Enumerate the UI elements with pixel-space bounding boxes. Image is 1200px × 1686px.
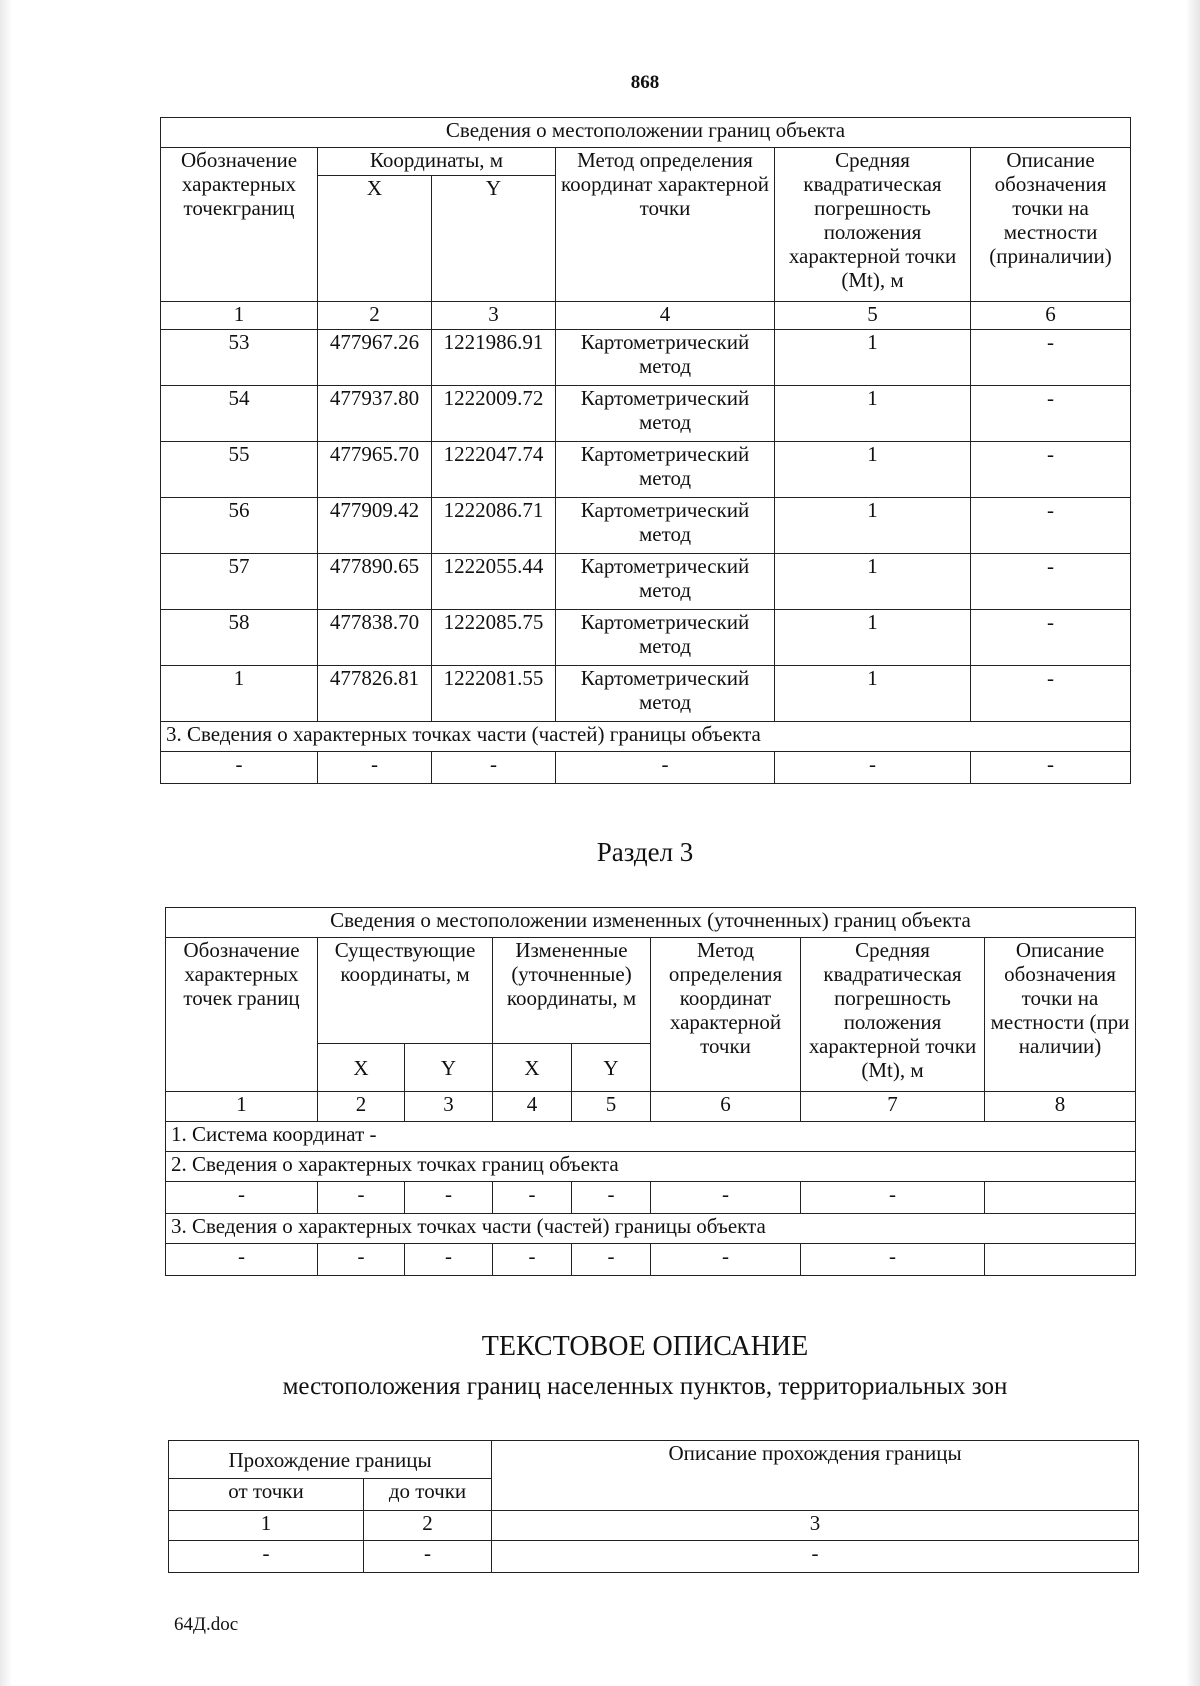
header-x: X [318,176,432,302]
error: 1 [775,442,971,498]
header-method: Метод определения координат характерной точки [556,148,775,302]
header-passage: Прохождение границы [169,1441,492,1479]
col-number: 3 [492,1511,1139,1541]
empty-cell: - [572,1244,651,1276]
header-description: Описание обозначения точки на местности (при наличии) [985,938,1136,1092]
empty-cell: - [493,1244,572,1276]
method: Картометрический метод [556,330,775,386]
table-row [161,752,1131,784]
coord-x: 477937.80 [318,386,432,442]
error: 1 [775,498,971,554]
table-row [161,386,1131,442]
header-error: Средняя квадратическая погрешность положения характерной точки (Mt), м [801,938,985,1092]
col-number: 6 [651,1092,801,1122]
header-changed-coords: Измененные (уточненные) координаты, м [493,938,651,1044]
empty-cell: - [318,752,432,784]
table-row [161,666,1131,722]
description: - [971,386,1131,442]
table-row [161,498,1131,554]
header-x: X [493,1044,572,1092]
header-y: Y [572,1044,651,1092]
method: Картометрический метод [556,666,775,722]
section2-label: 2. Сведения о характерных точках границ объекта [166,1152,1136,1182]
text-description-subtitle: местоположения границ населенных пунктов, территориальных зон [282,1373,1008,1400]
point-id: 57 [161,554,318,610]
method: Картометрический метод [556,442,775,498]
header-x: X [318,1044,405,1092]
header-existing-coords: Существующие координаты, м [318,938,493,1044]
coord-y: 1222085.75 [432,610,556,666]
method: Картометрический метод [556,386,775,442]
header-method: Метод определения координат характерной точки [651,938,801,1092]
method: Картометрический метод [556,554,775,610]
empty-cell: - [364,1541,492,1573]
col-number: 2 [318,1092,405,1122]
header-error: Средняя квадратическая погрешность положения характерной точки (Mt), м [775,148,971,302]
description: - [971,610,1131,666]
table-row [169,1541,1139,1573]
col-number: 3 [405,1092,493,1122]
coord-y: 1221986.91 [432,330,556,386]
empty-cell: - [432,752,556,784]
error: 1 [775,610,971,666]
coord-x: 477838.70 [318,610,432,666]
col-number: 5 [572,1092,651,1122]
col-number: 7 [801,1092,985,1122]
empty-cell: - [166,1182,318,1214]
col-number: 1 [169,1511,364,1541]
empty-cell: - [166,1244,318,1276]
coord-system-label: 1. Система координат - [166,1122,1136,1152]
header-y: Y [405,1044,493,1092]
coord-y: 1222009.72 [432,386,556,442]
description: - [971,330,1131,386]
table-row [161,442,1131,498]
col-number: 1 [166,1092,318,1122]
table-row [161,610,1131,666]
table-row [166,1182,1136,1214]
point-id: 53 [161,330,318,386]
table-caption: Сведения о местоположении измененных (уточненных) границ объекта [166,908,1136,938]
header-passage-description: Описание прохождения границы [492,1441,1139,1511]
header-description: Описание обозначения точки на местности (приналичии) [971,148,1131,302]
method: Картометрический метод [556,498,775,554]
point-id: 54 [161,386,318,442]
text-description-title: ТЕКСТОВОЕ ОПИСАНИЕ [481,1331,809,1362]
coord-y: 1222086.71 [432,498,556,554]
header-to-point: до точки [364,1479,492,1511]
coord-x: 477890.65 [318,554,432,610]
section3-label: 3. Сведения о характерных точках части (частей) границы объекта [161,722,1131,752]
coord-y: 1222055.44 [432,554,556,610]
table-row [166,1244,1136,1276]
empty-cell: - [651,1182,801,1214]
page-number: 868 [630,72,660,93]
empty-cell: - [161,752,318,784]
changed-boundaries-table [165,907,1136,1276]
point-id: 58 [161,610,318,666]
header-y: Y [432,176,556,302]
section-heading: Раздел 3 [596,837,694,867]
point-id: 1 [161,666,318,722]
col-number: 5 [775,302,971,330]
empty-cell: - [493,1182,572,1214]
empty-cell: - [801,1182,985,1214]
section3-label: 3. Сведения о характерных точках части (частей) границы объекта [166,1214,1136,1244]
header-designation: Обозначение характерных точекграниц [161,148,318,302]
col-number: 8 [985,1092,1136,1122]
col-number: 6 [971,302,1131,330]
point-id: 55 [161,442,318,498]
table-row [161,330,1131,386]
empty-cell: - [775,752,971,784]
coord-x: 477909.42 [318,498,432,554]
boundary-passage-table [168,1440,1139,1573]
col-number: 3 [432,302,556,330]
description: - [971,442,1131,498]
header-from-point: от точки [169,1479,364,1511]
point-id: 56 [161,498,318,554]
empty-cell: - [405,1244,493,1276]
error: 1 [775,330,971,386]
error: 1 [775,554,971,610]
coord-y: 1222047.74 [432,442,556,498]
empty-cell: - [651,1244,801,1276]
coord-x: 477965.70 [318,442,432,498]
empty-cell: - [318,1182,405,1214]
col-number: 4 [556,302,775,330]
empty-cell: - [556,752,775,784]
col-number: 2 [318,302,432,330]
header-coordinates: Координаты, м [318,148,556,176]
coord-x: 477967.26 [318,330,432,386]
description: - [971,666,1131,722]
table-row [161,554,1131,610]
col-number: 1 [161,302,318,330]
error: 1 [775,386,971,442]
empty-cell: - [318,1244,405,1276]
error: 1 [775,666,971,722]
method: Картометрический метод [556,610,775,666]
description: - [971,554,1131,610]
empty-cell: - [801,1244,985,1276]
header-designation: Обозначение характерных точек границ [166,938,318,1092]
coord-x: 477826.81 [318,666,432,722]
empty-cell: - [169,1541,364,1573]
empty-cell [985,1244,1136,1276]
empty-cell: - [572,1182,651,1214]
description: - [971,498,1131,554]
table-caption: Сведения о местоположении границ объекта [161,118,1131,148]
empty-cell [985,1182,1136,1214]
empty-cell: - [971,752,1131,784]
col-number: 4 [493,1092,572,1122]
empty-cell: - [492,1541,1139,1573]
col-number: 2 [364,1511,492,1541]
boundary-location-table [160,117,1131,784]
empty-cell: - [405,1182,493,1214]
coord-y: 1222081.55 [432,666,556,722]
footer-filename: 64Д.doc [174,1614,239,1635]
